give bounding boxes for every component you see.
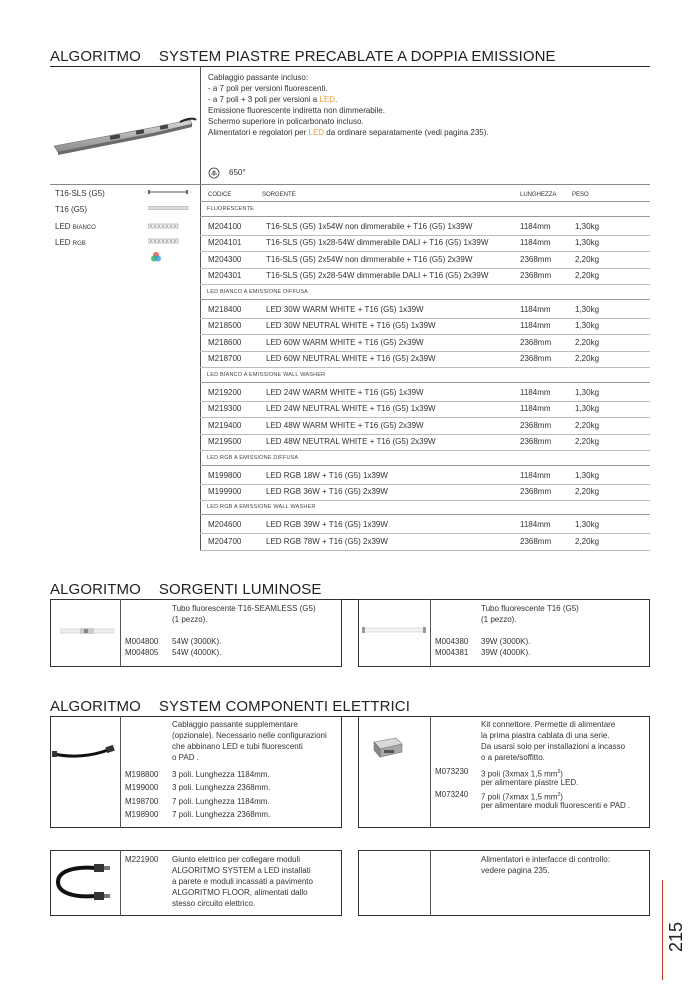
cell-weight: 2,20kg bbox=[575, 487, 600, 496]
table-row bbox=[200, 468, 650, 484]
kit-code-2: M073240 bbox=[435, 790, 469, 799]
table-row bbox=[200, 351, 650, 367]
cell-length: 1184mm bbox=[520, 404, 551, 413]
cell-code: M204100 bbox=[208, 222, 242, 231]
header-source: SORGENTE bbox=[262, 192, 296, 198]
kit-desc-2: la prima piastra cablata di una serie. bbox=[481, 731, 610, 740]
joint-desc-4: ALGORITMO FLOOR, alimentati dallo bbox=[172, 888, 308, 897]
cell-length: 1184mm bbox=[520, 520, 551, 529]
cell-length: 1184mm bbox=[520, 388, 551, 397]
cell-code: M218400 bbox=[208, 305, 242, 314]
kit-text-2b: per alimentare moduli fluorescenti e PAD . bbox=[481, 801, 631, 810]
table-row bbox=[200, 401, 650, 417]
header-weight: PESO bbox=[572, 192, 589, 198]
cell-length: 2368mm bbox=[520, 354, 552, 363]
row-divider bbox=[200, 450, 650, 451]
cell-length: 2368mm bbox=[520, 338, 552, 347]
cell-source: LED 30W NEUTRAL WHITE + T16 (G5) 1x39W bbox=[266, 321, 436, 330]
intro-line-5: Schermo superiore in policarbonato incluso. bbox=[208, 117, 364, 126]
kit-code-1: M073230 bbox=[435, 767, 469, 776]
cell-weight: 1,30kg bbox=[575, 305, 600, 314]
cell-length: 2368mm bbox=[520, 271, 552, 280]
table-row bbox=[200, 235, 650, 251]
intro-line-2: - a 7 poli per versioni fluorescenti. bbox=[208, 84, 328, 93]
cell-length: 1184mm bbox=[520, 321, 551, 330]
glow-wire-icon bbox=[208, 167, 220, 179]
kit-text-1: 3 poli (3xmax 1,5 $mm^2$) bbox=[481, 769, 563, 779]
cell-code: M204700 bbox=[208, 537, 242, 546]
led-strip-white-icon bbox=[148, 223, 180, 229]
source-left-code-2: M004805 bbox=[125, 648, 159, 657]
table-row bbox=[200, 318, 650, 334]
cell-length: 1184mm bbox=[520, 471, 551, 480]
cell-weight: 1,30kg bbox=[575, 404, 600, 413]
cell-code: M204301 bbox=[208, 271, 242, 280]
cable-code-2: M199000 bbox=[125, 783, 159, 792]
cell-length: 1184mm bbox=[520, 238, 551, 247]
cell-source: LED 24W NEUTRAL WHITE + T16 (G5) 1x39W bbox=[266, 404, 436, 413]
cable-desc-4: o PAD . bbox=[172, 753, 199, 762]
led-strip-rgb-icon bbox=[148, 238, 180, 244]
section-title-componenti: ALGORITMO SYSTEM COMPONENTI ELETTRICI bbox=[50, 698, 410, 715]
cell-weight: 2,20kg bbox=[575, 437, 600, 446]
section-title-piastre bbox=[50, 48, 556, 65]
joint-desc-5: stesso circuito elettrico. bbox=[172, 899, 256, 908]
legend-led-rgb-label: LED RGB bbox=[55, 238, 86, 247]
cell-code: M204300 bbox=[208, 255, 242, 264]
cell-weight: 2,20kg bbox=[575, 537, 600, 546]
cable-code-3: M198700 bbox=[125, 797, 159, 806]
table-row bbox=[200, 219, 650, 235]
legend-t16-sls-label: T16-SLS (G5) bbox=[55, 189, 105, 198]
intro-line-6: Alimentatori e regolatori per LED da ordinare separatamente (vedi pagina 235). bbox=[208, 128, 489, 137]
source-right-text-1: 39W (3000K). bbox=[481, 637, 531, 646]
electrical-joint-image bbox=[52, 858, 118, 908]
cell-source: LED RGB 78W + T16 (G5) 2x39W bbox=[266, 537, 388, 546]
cell-code: M219500 bbox=[208, 437, 242, 446]
source-left-text-1: 54W (3000K). bbox=[172, 637, 222, 646]
cell-source: LED 60W WARM WHITE + T16 (G5) 2x39W bbox=[266, 338, 424, 347]
intro-line-4: Emissione fluorescente indiretta non dimmerabile. bbox=[208, 106, 385, 115]
brand-label: ALGORITMO bbox=[50, 48, 141, 65]
table-row bbox=[200, 517, 650, 533]
header-length: LUNGHEZZA bbox=[520, 192, 557, 198]
cell-source: T16-SLS (G5) 1x54W non dimmerabile + T16 (G5) 1x39W bbox=[266, 222, 473, 231]
header-rule bbox=[200, 201, 650, 202]
t16-tube-icon bbox=[148, 205, 190, 211]
table-row bbox=[200, 268, 650, 284]
joint-desc-1: Giunto elettrico per collegare moduli bbox=[172, 855, 301, 864]
section-title-text: SYSTEM PIASTRE PRECABLATE A DOPPIA EMISSIONE bbox=[158, 48, 556, 65]
cell-weight: 1,30kg bbox=[575, 388, 600, 397]
cell-code: M219300 bbox=[208, 404, 242, 413]
cell-source: LED 48W WARM WHITE + T16 (G5) 2x39W bbox=[266, 421, 424, 430]
cell-source: LED 48W NEUTRAL WHITE + T16 (G5) 2x39W bbox=[266, 437, 436, 446]
joint-desc-2: ALGORITMO SYSTEM a LED installati bbox=[172, 866, 311, 875]
row-divider bbox=[200, 284, 650, 285]
table-row bbox=[200, 385, 650, 401]
cable-text-3: 7 poli. Lunghezza 1184mm. bbox=[172, 797, 270, 806]
drivers-desc-2: vedere pagina 235. bbox=[481, 866, 550, 875]
cell-code: M218500 bbox=[208, 321, 242, 330]
cable-desc-2: (opzionale). Necessario nelle configurazioni bbox=[172, 731, 327, 740]
kit-text-2: 7 poli (7xmax 1,5 $mm^2$) bbox=[481, 792, 563, 802]
table-row bbox=[200, 484, 650, 500]
source-right-text-2: 39W (4000K). bbox=[481, 648, 531, 657]
cell-code: M219200 bbox=[208, 388, 242, 397]
section-title-sorgenti: ALGORITMO SORGENTI LUMINOSE bbox=[50, 581, 322, 598]
joint-desc-3: a parete e moduli incassati a pavimento bbox=[172, 877, 313, 886]
cell-code: M218700 bbox=[208, 354, 242, 363]
cable-desc-3: che abbinano LED e tubi fluorescenti bbox=[172, 742, 303, 751]
cell-code: M199900 bbox=[208, 487, 242, 496]
section-rule bbox=[50, 66, 650, 67]
t16-seamless-tube-image bbox=[60, 626, 114, 636]
table-row bbox=[200, 302, 650, 318]
cell-code: M219400 bbox=[208, 421, 242, 430]
row-divider bbox=[200, 367, 650, 368]
cell-weight: 2,20kg bbox=[575, 338, 600, 347]
joint-code: M221900 bbox=[125, 855, 159, 864]
row-divider bbox=[200, 550, 650, 551]
cell-code: M218600 bbox=[208, 338, 242, 347]
cell-source: LED RGB 18W + T16 (G5) 1x39W bbox=[266, 471, 388, 480]
cable-code-4: M198900 bbox=[125, 810, 159, 819]
source-right-code-2: M004381 bbox=[435, 648, 469, 657]
category-led-bianco-diffusa: LED BIANCO A EMISSIONE DIFFUSA bbox=[207, 289, 309, 295]
cell-source: LED RGB 36W + T16 (G5) 2x39W bbox=[266, 487, 388, 496]
category-led-bianco-wallwasher: LED BIANCO A EMISSIONE WALL WASHER bbox=[207, 372, 326, 378]
cell-code: M204101 bbox=[208, 238, 242, 247]
table-row bbox=[200, 534, 650, 550]
kit-desc-4: o a parete/soffitto. bbox=[481, 753, 545, 762]
cable-text-1: 3 poli. Lunghezza 1184mm. bbox=[172, 770, 270, 779]
table-row bbox=[200, 335, 650, 351]
source-left-desc-2: (1 pezzo). bbox=[172, 615, 208, 624]
cell-length: 2368mm bbox=[520, 255, 552, 264]
cable-text-4: 7 poli. Lunghezza 2368mm. bbox=[172, 810, 271, 819]
cell-weight: 2,20kg bbox=[575, 354, 600, 363]
table-top-rule bbox=[50, 184, 650, 185]
category-led-rgb-diffusa: LED RGB A EMISSIONE DIFFUSA bbox=[207, 455, 299, 461]
cell-source: T16-SLS (G5) 2x28-54W dimmerabile DALI + T16 (G5) 2x39W bbox=[266, 271, 489, 280]
source-right-code-1: M004380 bbox=[435, 637, 469, 646]
source-right-desc-2: (1 pezzo). bbox=[481, 615, 517, 624]
header-code: CODICE bbox=[208, 192, 232, 198]
connector-kit-image bbox=[368, 734, 408, 760]
glow-wire-value: 650° bbox=[229, 168, 246, 177]
page-number: 215 bbox=[666, 921, 686, 952]
cell-source: LED RGB 39W + T16 (G5) 1x39W bbox=[266, 520, 388, 529]
cell-weight: 1,30kg bbox=[575, 238, 600, 247]
cell-weight: 1,30kg bbox=[575, 471, 600, 480]
cable-image bbox=[52, 740, 118, 770]
kit-text-1b: per alimentare piastre LED. bbox=[481, 778, 579, 787]
cell-length: 2368mm bbox=[520, 537, 552, 546]
kit-desc-1: Kit connettore. Permette di alimentare bbox=[481, 720, 616, 729]
cell-length: 2368mm bbox=[520, 437, 552, 446]
cell-source: T16-SLS (G5) 1x28-54W dimmerabile DALI + T16 (G5) 1x39W bbox=[266, 238, 489, 247]
kit-desc-3: Da usarsi solo per installazioni a incasso bbox=[481, 742, 626, 751]
cell-weight: 1,30kg bbox=[575, 520, 600, 529]
row-divider bbox=[200, 500, 650, 501]
rgb-color-icon bbox=[150, 251, 162, 263]
plate-product-image bbox=[50, 110, 198, 160]
cable-text-2: 3 poli. Lunghezza 2368mm. bbox=[172, 783, 271, 792]
cell-code: M199800 bbox=[208, 471, 242, 480]
intro-line-1: Cablaggio passante incluso: bbox=[208, 73, 309, 82]
cell-weight: 2,20kg bbox=[575, 271, 600, 280]
cell-weight: 2,20kg bbox=[575, 255, 600, 264]
cell-weight: 1,30kg bbox=[575, 222, 600, 231]
table-row bbox=[200, 434, 650, 450]
t16-tube-image bbox=[362, 626, 426, 634]
cell-weight: 1,30kg bbox=[575, 321, 600, 330]
cell-code: M204600 bbox=[208, 520, 242, 529]
cell-source: LED 24W WARM WHITE + T16 (G5) 1x39W bbox=[266, 388, 424, 397]
cell-source: T16-SLS (G5) 2x54W non dimmerabile + T16 (G5) 2x39W bbox=[266, 255, 473, 264]
intro-line-3: - a 7 poli + 3 poli per versioni a LED. bbox=[208, 95, 338, 104]
cell-length: 1184mm bbox=[520, 305, 551, 314]
legend-t16-label: T16 (G5) bbox=[55, 205, 88, 214]
cell-weight: 2,20kg bbox=[575, 421, 600, 430]
cell-length: 2368mm bbox=[520, 421, 552, 430]
cell-source: LED 30W WARM WHITE + T16 (G5) 1x39W bbox=[266, 305, 424, 314]
legend-led-white-label: LED BIANCO bbox=[55, 222, 96, 231]
source-right-desc-1: Tubo fluorescente T16 (G5) bbox=[481, 604, 579, 613]
t16-sls-tube-icon bbox=[148, 189, 190, 195]
table-row bbox=[200, 252, 650, 268]
source-left-desc-1: Tubo fluorescente T16-SEAMLESS (G5) bbox=[172, 604, 316, 613]
drivers-desc-1: Alimentatori e interfacce di controllo: bbox=[481, 855, 610, 864]
source-left-text-2: 54W (4000K). bbox=[172, 648, 222, 657]
table-row bbox=[200, 418, 650, 434]
cell-length: 1184mm bbox=[520, 222, 551, 231]
cell-length: 2368mm bbox=[520, 487, 552, 496]
cable-desc-1: Cablaggio passante supplementare bbox=[172, 720, 298, 729]
page-side-rule bbox=[662, 880, 663, 980]
category-fluorescente: FLUORESCENTE bbox=[207, 206, 255, 212]
cable-code-1: M198800 bbox=[125, 770, 159, 779]
category-led-rgb-wallwasher: LED RGB A EMISSIONE WALL WASHER bbox=[207, 504, 316, 510]
cell-source: LED 60W NEUTRAL WHITE + T16 (G5) 2x39W bbox=[266, 354, 436, 363]
source-left-code-1: M004800 bbox=[125, 637, 159, 646]
